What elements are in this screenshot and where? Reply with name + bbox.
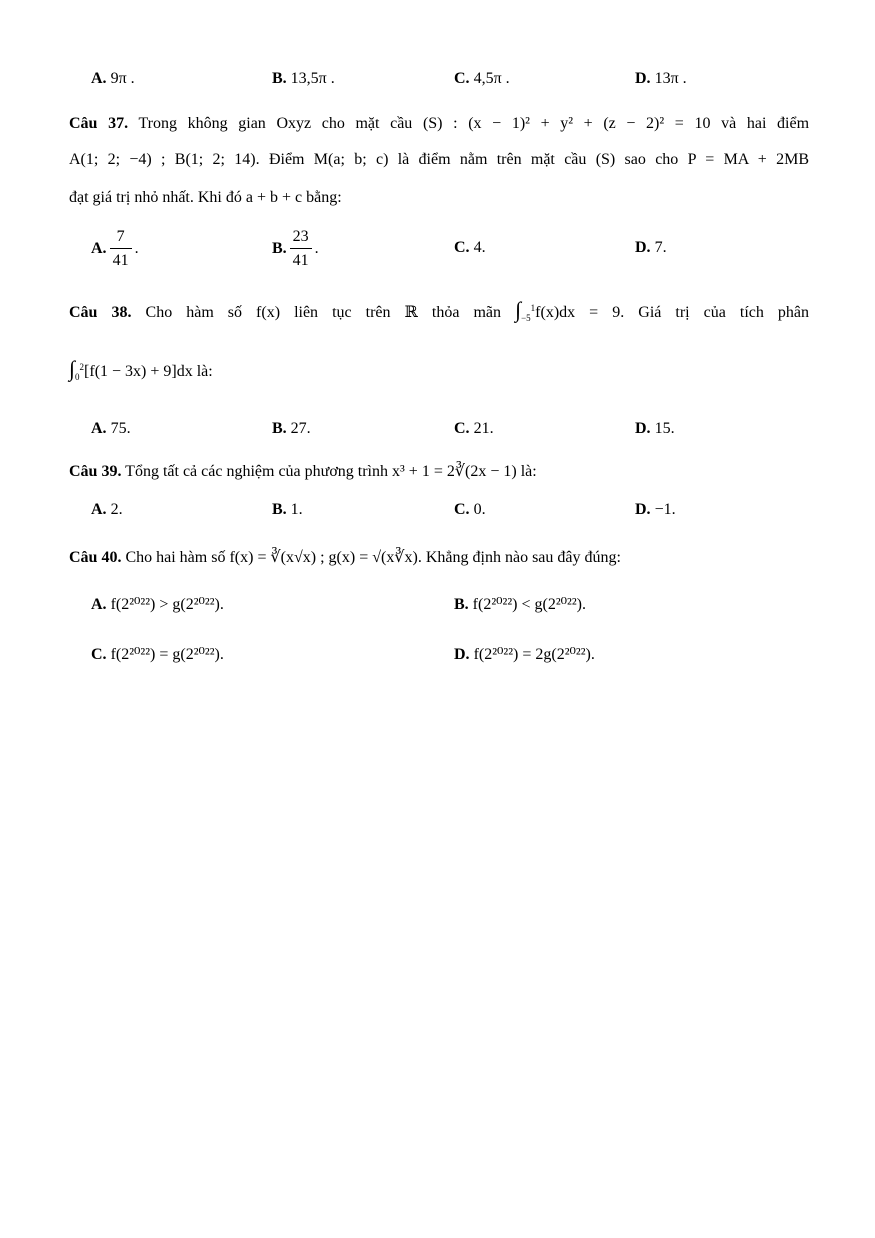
q40-line: Câu 40. Cho hai hàm số f(x) = ∛(x√x) ; g(x) = √(x∛x). Khẳng định nào sau đây đúng: bbox=[69, 549, 621, 566]
q38-integral-1: $\int_{-5}^1f(x)dx = 9$ bbox=[515, 297, 621, 323]
q39-option-b: B. 1. bbox=[272, 501, 303, 518]
q37-option-d: D. 7. bbox=[635, 239, 667, 256]
q36-option-d: D. 13π . bbox=[635, 70, 687, 87]
q36-option-c: C. 4,5π . bbox=[454, 70, 510, 87]
q40-option-a: A. f(2²⁰²²) > g(2²⁰²²). bbox=[91, 596, 224, 613]
q39-line: Câu 39. Tổng tất cả các nghiệm của phương trình x³ + 1 = 2∛(2x − 1) là: bbox=[69, 463, 537, 480]
q36-option-b: B. 13,5π . bbox=[272, 70, 335, 87]
q37-line2: A(1; 2; −4) ; B(1; 2; 14). Điểm M(a; b; c) là điểm nằm trên mặt cầu (S) sao cho P = MA + 2MB bbox=[69, 151, 810, 168]
q36-option-a: A. 9π . bbox=[91, 70, 135, 87]
q40-option-d: D. f(2²⁰²²) = 2g(2²⁰²²). bbox=[454, 646, 595, 663]
q39-equation: x³ + 1 = 2∛(2x − 1) bbox=[392, 463, 517, 480]
q37-line1: Câu 37. Trong không gian Oxyz cho mặt cầu (S) : (x − 1)² + y² + (z − 2)² = 10 và hai điểm bbox=[69, 115, 810, 132]
q39-option-c: C. 0. bbox=[454, 501, 486, 518]
q37-sphere-eq: (S) : (x − 1)² + y² + (z − 2)² = 10 bbox=[422, 115, 711, 132]
q38-option-d: D. 15. bbox=[635, 420, 675, 437]
q37-line3: đạt giá trị nhỏ nhất. Khi đó a + b + c bằng: bbox=[69, 189, 342, 206]
q38-option-b: B. 27. bbox=[272, 420, 311, 437]
q38-integral-2: $\int_0^2[f(1 - 3x) + 9]dx$ bbox=[69, 356, 193, 382]
q40-option-b: B. f(2²⁰²²) < g(2²⁰²²). bbox=[454, 596, 586, 613]
q38-option-c: C. 21. bbox=[454, 420, 494, 437]
q37-option-b: B. $\frac{23}{41}$ . bbox=[272, 228, 319, 269]
q40-functions: f(x) = ∛(x√x) ; g(x) = √(x∛x) bbox=[229, 549, 418, 566]
q37-option-a: A. $\frac{7}{41}$ . bbox=[91, 228, 139, 269]
q38-line1: Câu 38. Cho hàm số f(x) liên tục trên ℝ thỏa mãn $\int_{-5}^1f(x)dx = 9$. Giá trị của tích phân bbox=[69, 297, 810, 323]
q40-option-c: C. f(2²⁰²²) = g(2²⁰²²). bbox=[91, 646, 224, 663]
q39-option-a: A. 2. bbox=[91, 501, 123, 518]
q38-line2: $\int_0^2[f(1 - 3x) + 9]dx$ là: bbox=[69, 356, 213, 382]
q38-option-a: A. 75. bbox=[91, 420, 131, 437]
q39-option-d: D. −1. bbox=[635, 501, 676, 518]
q37-option-c: C. 4. bbox=[454, 239, 486, 256]
